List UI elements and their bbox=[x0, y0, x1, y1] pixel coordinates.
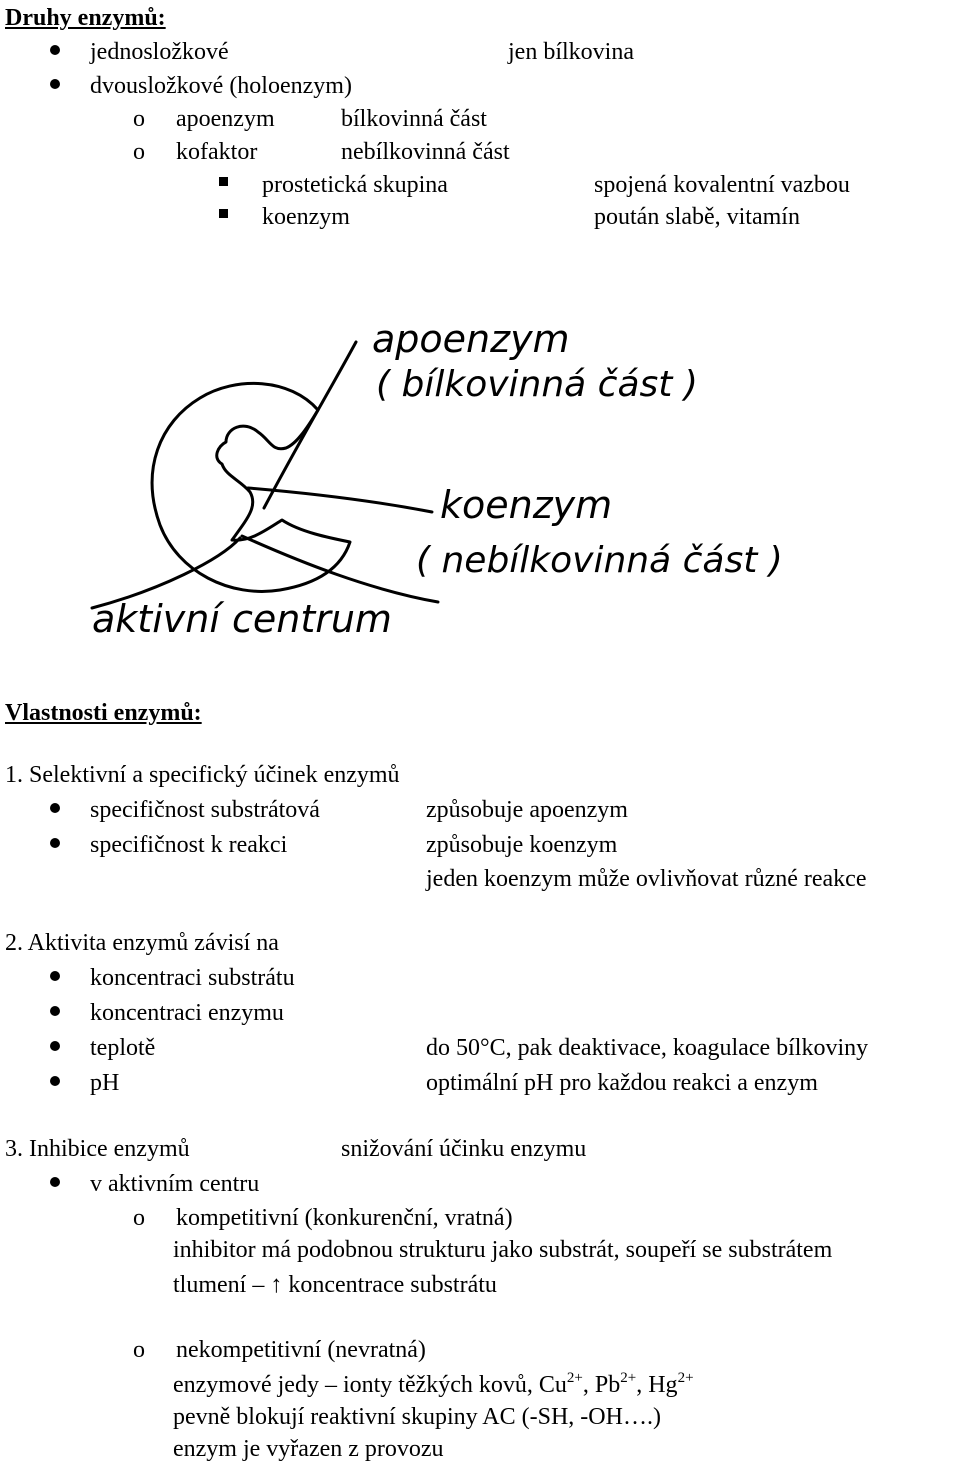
label-koenzym: koenzym bbox=[440, 483, 613, 527]
competitive-line-1: inhibitor má podobnou strukturu jako substrát, soupeří se substrátem bbox=[173, 1237, 833, 1263]
competitive-title: kompetitivní (konkurenční, vratná) bbox=[176, 1205, 513, 1231]
sub-item-note: bílkovinná část bbox=[341, 106, 487, 132]
list-item-label: v aktivním centru bbox=[90, 1171, 260, 1197]
list-item-label: koncentraci enzymu bbox=[90, 1000, 284, 1026]
label-apoenzym: apoenzym bbox=[372, 317, 570, 361]
leader-line-apoenzym bbox=[264, 342, 356, 508]
sub-item-note: nebílkovinná část bbox=[341, 139, 510, 165]
list-item-note: způsobuje apoenzym bbox=[426, 797, 628, 823]
label-apoenzym-sub: ( bílkovinná část ) bbox=[376, 364, 698, 405]
square-bullet-icon bbox=[219, 209, 228, 218]
label-koenzym-sub: ( nebílkovinná část ) bbox=[416, 540, 783, 581]
square-bullet-icon bbox=[219, 177, 228, 186]
noncompetitive-line-1: enzymové jedy – ionty těžkých kovů, $Cu^{2+}$, $Pb^{2+}$, $Hg^{2+}$ bbox=[173, 1370, 694, 1398]
bullet-icon bbox=[50, 1076, 60, 1086]
sub-marker: o bbox=[133, 1337, 145, 1363]
list-item-note: jen bílkovina bbox=[508, 39, 634, 65]
leader-line-koenzym bbox=[248, 488, 432, 512]
noncompetitive-line-3: enzym je vyřazen z provozu bbox=[173, 1436, 444, 1462]
sub-item-label: apoenzym bbox=[176, 106, 275, 132]
list-item-label: dvousložkové (holoenzym) bbox=[90, 73, 352, 99]
up-arrow-icon: ↑ bbox=[270, 1272, 283, 1298]
section-heading-vlastnosti: Vlastnosti enzymů: bbox=[5, 700, 202, 726]
bullet-icon bbox=[50, 971, 60, 981]
point-1-title: 1. Selektivní a specifický účinek enzymů bbox=[5, 762, 400, 788]
noncompetitive-line-2: pevně blokují reaktivní skupiny AC (-SH, -OH….) bbox=[173, 1404, 661, 1430]
bullet-icon bbox=[50, 45, 60, 55]
list-item-note: optimální pH pro každou reakci a enzym bbox=[426, 1070, 818, 1096]
sub-marker: o bbox=[133, 1205, 145, 1231]
subsub-item-label: koenzym bbox=[262, 204, 350, 230]
list-item-extra: jeden koenzym může ovlivňovat různé reakce bbox=[426, 866, 867, 892]
point-2-title: 2. Aktivita enzymů závisí na bbox=[5, 930, 279, 956]
subsub-item-note: poután slabě, vitamín bbox=[594, 204, 800, 230]
list-item-label: pH bbox=[90, 1070, 120, 1096]
noncompetitive-title: nekompetitivní (nevratná) bbox=[176, 1337, 426, 1363]
bullet-icon bbox=[50, 79, 60, 89]
list-item-label: jednosložkové bbox=[90, 39, 229, 65]
enzyme-sketch bbox=[0, 280, 960, 660]
subsub-item-note: spojená kovalentní vazbou bbox=[594, 172, 850, 198]
bullet-icon bbox=[50, 803, 60, 813]
list-item-label: specifičnost k reakci bbox=[90, 832, 288, 858]
bullet-icon bbox=[50, 838, 60, 848]
sub-marker: o bbox=[133, 139, 145, 165]
bullet-icon bbox=[50, 1177, 60, 1187]
list-item-label: teplotě bbox=[90, 1035, 156, 1061]
bullet-icon bbox=[50, 1041, 60, 1051]
subsub-item-label: prostetická skupina bbox=[262, 172, 448, 198]
label-aktivni-centrum: aktivní centrum bbox=[92, 597, 392, 641]
competitive-line-2: tlumení – ↑ koncentrace substrátu bbox=[173, 1272, 497, 1298]
bullet-icon bbox=[50, 1006, 60, 1016]
list-item-label: specifičnost substrátová bbox=[90, 797, 320, 823]
list-item-note: do 50°C, pak deaktivace, koagulace bílkoviny bbox=[426, 1035, 869, 1061]
list-item-note: způsobuje koenzym bbox=[426, 832, 618, 858]
point-3-title: 3. Inhibice enzymů bbox=[5, 1136, 190, 1162]
section-heading-druhy: Druhy enzymů: bbox=[5, 5, 166, 31]
sub-item-label: kofaktor bbox=[176, 139, 258, 165]
point-3-note: snižování účinku enzymu bbox=[341, 1136, 587, 1162]
sub-marker: o bbox=[133, 106, 145, 132]
list-item-label: koncentraci substrátu bbox=[90, 965, 295, 991]
